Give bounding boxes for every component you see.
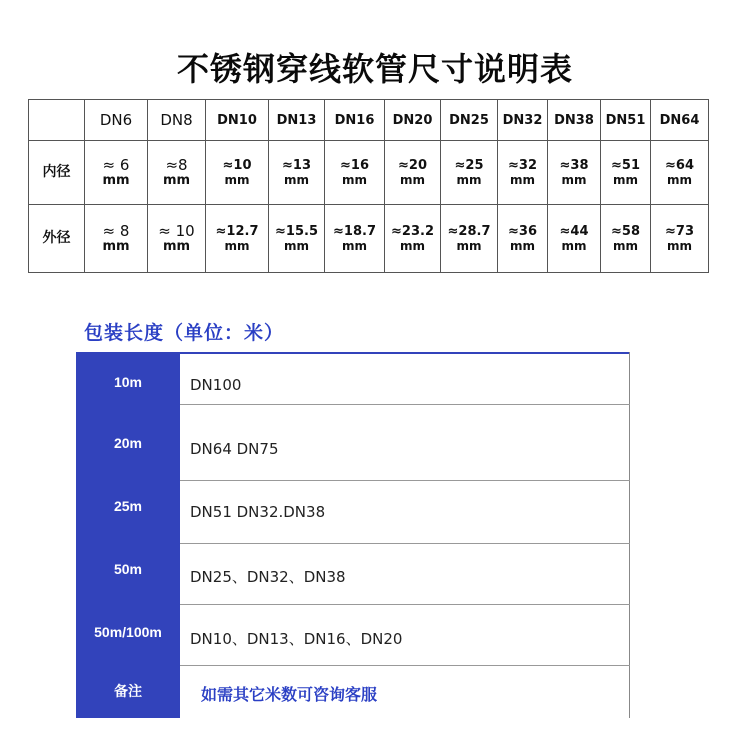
table-cell bbox=[651, 205, 709, 273]
cell-unit: mm bbox=[162, 238, 191, 254]
cell-unit: mm bbox=[341, 172, 367, 187]
header-cell: DN13 bbox=[269, 100, 325, 141]
table-cell bbox=[548, 141, 601, 205]
header-cell: DN20 bbox=[385, 100, 441, 141]
row-divider bbox=[180, 480, 630, 481]
table-cell bbox=[269, 141, 325, 205]
note-text: 如需其它米数可咨询客服 bbox=[201, 685, 378, 704]
packaging-table bbox=[76, 352, 630, 718]
table-cell bbox=[148, 205, 206, 273]
table-cell bbox=[325, 205, 385, 273]
row-divider bbox=[180, 404, 630, 405]
cell-unit: mm bbox=[666, 238, 692, 253]
cell-value: ≈16 bbox=[340, 157, 369, 173]
note-label: 备注 bbox=[114, 683, 142, 699]
table-cell bbox=[85, 141, 148, 205]
cell-unit: mm bbox=[102, 172, 130, 188]
header-cell: DN32 bbox=[498, 100, 548, 141]
table-cell bbox=[498, 141, 548, 205]
top-border bbox=[180, 352, 630, 354]
table-cell bbox=[269, 205, 325, 273]
cell-unit: mm bbox=[399, 238, 425, 253]
header-cell: DN51 bbox=[601, 100, 651, 141]
outer-diameter-row bbox=[29, 205, 709, 273]
cell-unit: mm bbox=[162, 172, 191, 188]
cell-value: ≈13 bbox=[282, 157, 311, 173]
cell-value: ≈32 bbox=[508, 157, 537, 173]
row-label-inner: 内径 bbox=[29, 141, 85, 205]
cell-value: ≈ 6 bbox=[102, 155, 130, 174]
table-corner-cell bbox=[29, 100, 85, 141]
table-cell bbox=[385, 205, 441, 273]
cell-value: ≈20 bbox=[398, 157, 427, 173]
header-cell: DN8 bbox=[148, 100, 206, 141]
length-label: 25m bbox=[113, 498, 143, 514]
cell-value: ≈ 8 bbox=[102, 221, 130, 240]
cell-value: ≈38 bbox=[559, 157, 589, 173]
page-title: 不锈钢穿线软管尺寸说明表 bbox=[176, 50, 573, 88]
cell-value: ≈15.5 bbox=[275, 223, 318, 239]
header-cell: DN64 bbox=[651, 100, 709, 141]
length-label: 10m bbox=[113, 374, 143, 390]
cell-unit: mm bbox=[666, 172, 692, 187]
cell-unit: mm bbox=[224, 172, 250, 187]
table-cell bbox=[148, 141, 206, 205]
row-divider bbox=[180, 543, 630, 544]
cell-value: ≈25 bbox=[454, 157, 484, 173]
size-table bbox=[28, 99, 709, 273]
right-border bbox=[629, 352, 630, 718]
model-list: DN64 DN75 bbox=[190, 440, 279, 458]
cell-unit: mm bbox=[399, 172, 425, 187]
length-label: 50m/100m bbox=[94, 624, 162, 640]
model-list: DN100 bbox=[190, 376, 242, 394]
table-cell bbox=[441, 205, 498, 273]
table-cell bbox=[385, 141, 441, 205]
cell-value: ≈23.2 bbox=[391, 223, 434, 239]
cell-unit: mm bbox=[509, 172, 535, 187]
table-cell bbox=[548, 205, 601, 273]
length-column-background bbox=[76, 352, 180, 718]
model-list: DN51 DN32.DN38 bbox=[190, 503, 326, 521]
model-list: DN10、DN13、DN16、DN20 bbox=[190, 630, 403, 648]
cell-value: ≈51 bbox=[611, 157, 640, 173]
cell-value: ≈8 bbox=[165, 155, 188, 174]
length-label: 50m bbox=[113, 561, 143, 577]
cell-unit: mm bbox=[341, 238, 367, 253]
length-label: 20m bbox=[113, 435, 143, 451]
table-cell bbox=[441, 141, 498, 205]
cell-value: ≈18.7 bbox=[333, 223, 376, 239]
table-cell bbox=[601, 205, 651, 273]
cell-value: ≈28.7 bbox=[447, 223, 491, 239]
table-cell bbox=[601, 141, 651, 205]
row-label-outer: 外径 bbox=[29, 205, 85, 273]
model-list: DN25、DN32、DN38 bbox=[190, 568, 346, 586]
table-cell bbox=[651, 141, 709, 205]
cell-unit: mm bbox=[612, 238, 638, 253]
cell-value: ≈ 10 bbox=[158, 221, 195, 240]
header-cell: DN6 bbox=[85, 100, 148, 141]
cell-value: ≈58 bbox=[611, 223, 640, 239]
cell-value: ≈44 bbox=[559, 223, 589, 239]
table-cell bbox=[85, 205, 148, 273]
cell-unit: mm bbox=[561, 238, 587, 253]
cell-unit: mm bbox=[561, 172, 587, 187]
cell-unit: mm bbox=[283, 238, 309, 253]
packaging-title: 包装长度（单位：米） bbox=[84, 322, 285, 344]
table-cell bbox=[206, 205, 269, 273]
cell-unit: mm bbox=[456, 172, 482, 187]
cell-value: ≈10 bbox=[222, 157, 252, 173]
inner-diameter-row bbox=[29, 141, 709, 205]
table-cell bbox=[325, 141, 385, 205]
row-divider bbox=[180, 604, 630, 605]
cell-value: ≈36 bbox=[508, 223, 537, 239]
table-cell bbox=[206, 141, 269, 205]
cell-unit: mm bbox=[509, 238, 535, 253]
cell-unit: mm bbox=[224, 238, 250, 253]
table-cell bbox=[498, 205, 548, 273]
cell-value: ≈73 bbox=[665, 223, 694, 239]
header-cell: DN25 bbox=[441, 100, 498, 141]
row-divider bbox=[180, 665, 630, 666]
cell-unit: mm bbox=[456, 238, 482, 253]
header-cell: DN10 bbox=[206, 100, 269, 141]
cell-unit: mm bbox=[283, 172, 309, 187]
cell-value: ≈12.7 bbox=[215, 223, 259, 239]
cell-unit: mm bbox=[612, 172, 638, 187]
header-cell: DN16 bbox=[325, 100, 385, 141]
cell-unit: mm bbox=[102, 238, 130, 254]
size-table-header-row bbox=[29, 100, 709, 141]
header-cell: DN38 bbox=[548, 100, 601, 141]
cell-value: ≈64 bbox=[665, 157, 694, 173]
